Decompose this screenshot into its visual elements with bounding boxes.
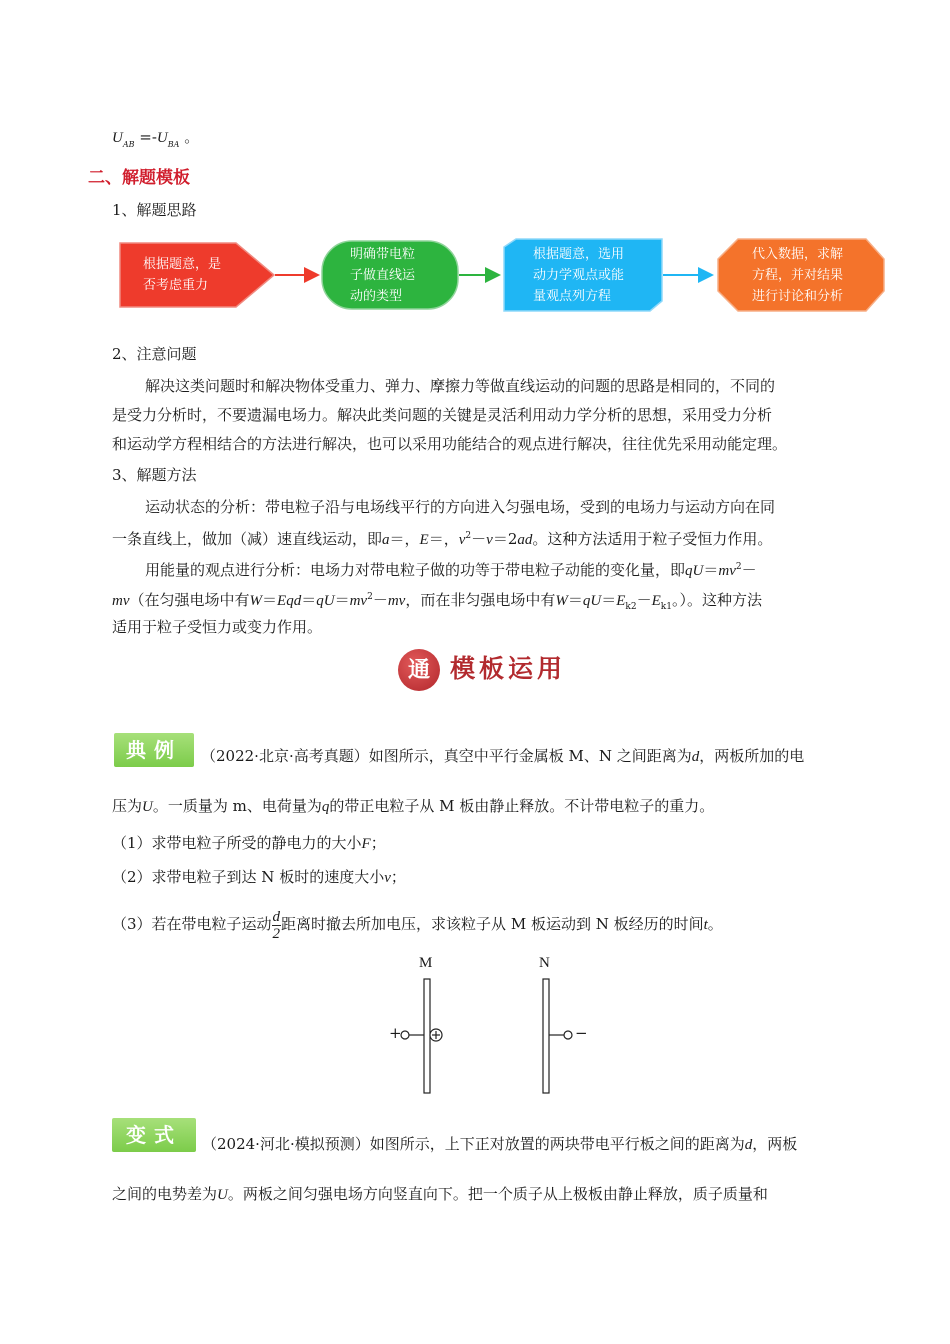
plate-n bbox=[543, 979, 549, 1093]
variant-line-1: （2024·河北·模拟预测）如图所示，上下正对放置的两块带电平行板之间的距离为d，两板 bbox=[202, 1135, 798, 1153]
flow-box-2-text: 明确带电粒 子做直线运 动的类型 bbox=[350, 247, 416, 304]
banner-title: 模板运用 bbox=[450, 654, 567, 683]
notice-line-1: 解决这类问题时和解决物体受重力、弹力、摩擦力等做直线运动的问题的思路是相同的，不同的 bbox=[145, 377, 776, 395]
flow-box-1-text: 根据题意，是 否考虑重力 bbox=[143, 257, 222, 293]
method-p1-line2: 一条直线上，做加（减）速直线运动，即a＝，E＝，$v^2-v=2ad$。这种方法适用于粒子受恒力作用。 bbox=[112, 530, 773, 548]
formula-uab: $U_{AB} =-U_{BA}$ 。 bbox=[112, 128, 200, 149]
terminal-minus-sign: − bbox=[575, 1024, 588, 1042]
example-question-2: （2）求带电粒子到达 N 板时的速度大小v； bbox=[112, 868, 406, 886]
plate-label-n: N bbox=[539, 955, 550, 971]
banner-seal: 通 bbox=[398, 649, 440, 691]
subsection-2: 2、注意问题 bbox=[112, 345, 197, 363]
flow-box-3-text: 根据题意，选用 动力学观点或能 量观点列方程 bbox=[533, 247, 625, 304]
example-question-3: （3）若在带电粒子运动 $\frac{d}{2}$ 距离时撤去所加电压，求该粒子从 M 板运动到 N 板经历的时间t。 bbox=[112, 908, 723, 942]
fraction-d-over-2: $\frac{d}{2}$ bbox=[272, 908, 281, 942]
example-line-2: 压为U。一质量为 m、电荷量为q的带正电粒子从 M 板由静止释放。不计带电粒子的重力。 bbox=[112, 797, 715, 815]
terminal-plus-sign: + bbox=[389, 1024, 402, 1042]
subsection-1: 1、解题思路 bbox=[112, 201, 197, 219]
flow-box-4-text: 代入数据，求解 方程，并对结果 进行讨论和分析 bbox=[752, 247, 844, 304]
plate-m bbox=[424, 979, 430, 1093]
section-title: 二、解题模板 bbox=[88, 168, 190, 188]
notice-line-2: 是受力分析时，不要遗漏电场力。解决此类问题的关键是灵活利用动力学分析的思想，采用受力分析 bbox=[112, 406, 773, 424]
template-usage-banner bbox=[398, 647, 588, 693]
terminal-m bbox=[401, 1031, 409, 1039]
example-badge: 典例 bbox=[114, 733, 194, 767]
method-p2-line3: 适用于粒子受恒力或变力作用。 bbox=[112, 618, 323, 636]
method-p2-line1: 用能量的观点进行分析：电场力对带电粒子做的功等于带电粒子动能的变化量，即$qU=mv^2-$ bbox=[145, 561, 757, 579]
plate-label-m: M bbox=[419, 955, 433, 971]
method-p1-line1: 运动状态的分析：带电粒子沿与电场线平行的方向进入匀强电场，受到的电场力与运动方向在同 bbox=[145, 498, 776, 516]
example-question-1: （1）求带电粒子所受的静电力的大小F； bbox=[112, 834, 386, 852]
subsection-3: 3、解题方法 bbox=[112, 466, 197, 484]
example-line-1: （2022·北京·高考真题）如图所示，真空中平行金属板 M、N 之间距离为d，两板所加的电 bbox=[201, 747, 805, 765]
terminal-n bbox=[564, 1031, 572, 1039]
plates-figure bbox=[380, 975, 600, 1097]
variant-line-2: 之间的电势差为U。两板之间匀强电场方向竖直向下。把一个质子从上极板由静止释放，质子质量和 bbox=[112, 1185, 768, 1203]
variant-badge: 变式 bbox=[112, 1118, 196, 1152]
method-p2-line2: mv（在匀强电场中有$W=Eqd=qU=mv^2-mv$，而在非匀强电场中有$W=qU=E_{k2}-E_{k1}$。）。这种方法 bbox=[112, 591, 762, 612]
notice-line-3: 和运动学方程相结合的方法进行解决，也可以采用功能结合的观点进行解决，往往优先采用动能定理。 bbox=[112, 435, 788, 453]
